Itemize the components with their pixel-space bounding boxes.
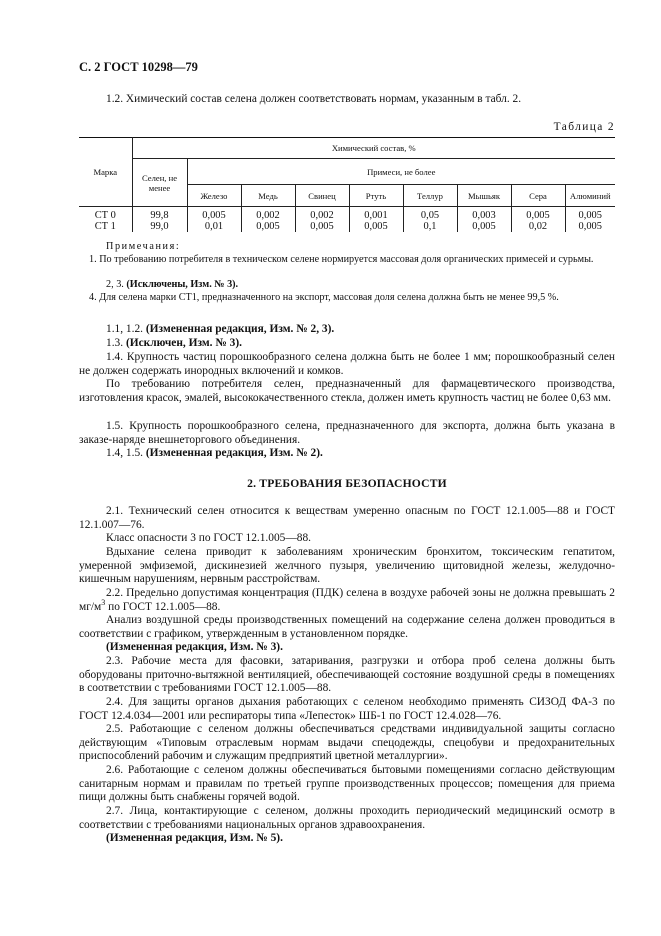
paragraph-2-1: 2.1. Технический селен относится к веществам умеренно опасным по ГОСТ 12.1.005—88 и ГОСТ 12.1.007—76. [79,505,615,531]
clause-number: 1.1, 1.2. [106,323,144,335]
paragraph-1-4-1-5 [79,447,615,461]
paragraph-2-6: 2.6. Работающие с селеном должны обеспечиваться бытовыми помещениями согласно действующим санитарным нормам и правилам по третьей группе производственных процессов; помещения для приема пищи должны быть снабжены горячей водой. [79,764,615,804]
cell-value: 0,005 [565,207,615,222]
note-4: 4. Для селена марки СТ1, предназначенного на экспорт, массовая доля селена должна быть не менее 99,5 %. [89,292,559,303]
cell-selenium: 99,0 [132,221,187,232]
cell-value: 0,003 [457,207,511,222]
intro-paragraph: 1.2. Химический состав селена должен соответствовать нормам, указанным в табл. 2. [106,93,522,105]
paragraph-1-1-1-2 [79,323,615,337]
page-header: С. 2 ГОСТ 10298—79 [79,60,198,74]
cell-value: 0,002 [241,207,295,222]
note-2-3-number: 2, 3. [106,279,124,290]
cell-value: 0,001 [349,207,403,222]
col-mark-header: Марка [79,138,132,207]
cell-value: 0,1 [403,221,457,232]
revision-note: (Измененная редакция, Изм. № 2, 3). [145,323,335,335]
note-2-3 [79,279,615,291]
col-mercury-header: Ртуть [349,185,403,207]
revision-note-2-2: (Измененная редакция, Изм. № 3). [106,641,283,653]
chemical-composition-header: Химический состав, % [132,138,615,159]
revision-note: (Исключен, Изм. № 3). [125,337,242,349]
cell-mark: СТ 1 [94,221,116,232]
paragraph-2-5: 2.5. Работающие с селеном должны обеспечиваться средствами индивидуальной защиты согласно действующим «Типовым отраслевым нормам выдачи спецодежды, спецобуви и предохранительных приспособлений рабочим и служащим предприятий цветной металлургии». [79,723,615,763]
cell-selenium: 99,8 [132,207,187,222]
cell-value: 0,005 [295,221,349,232]
paragraph-2-2-tail: по ГОСТ 12.1.005—88. [105,600,221,613]
cell-value: 0,01 [187,221,241,232]
col-iron-header: Железо [187,185,241,207]
paragraph-2-2-text: 2.2. Предельно допустимая концентрация (ПДК) селена в воздухе рабочей зоны не должна превышать 2 мг/м [79,587,615,613]
clause-number: 1.3. [106,337,124,349]
cell-value: 0,005 [511,207,565,222]
col-selenium-header: Селен, не менее [132,159,187,207]
note-2-3-status: (Исключены, Изм. № 3). [126,279,239,290]
table-row [79,207,615,222]
cell-mark: СТ 0 [94,210,116,221]
col-tellurium-header: Теллур [403,185,457,207]
col-aluminum-header: Алюминий [565,185,615,207]
superscript: 3 [101,597,106,607]
paragraph-2-2-analysis: Анализ воздушной среды производственных помещений на содержание селена должен проводиться в соответствии с графиком, утвержденным в установленном порядке. [79,614,615,640]
cell-value: 0,002 [295,207,349,222]
composition-table [79,137,615,232]
col-copper-header: Медь [241,185,295,207]
notes-title: Примечания: [106,241,181,252]
paragraph-1-5: 1.5. Крупность порошкообразного селена, предназначенного для экспорта, должна быть указана в заказе-наряде внешнеторгового объединения. [79,420,615,446]
paragraph-2-4: 2.4. Для защиты органов дыхания работающих с селеном необходимо применять СИЗОД ФА-3 по ГОСТ 12.4.034—2001 или респираторы типа «Лепесток» ШБ-1 по ГОСТ 12.4.028—76. [79,696,615,722]
revision-note-2-7: (Измененная редакция, Изм. № 5). [106,832,283,844]
paragraph-1-4-extra: По требованию потребителя селен, предназначенный для фармацевтического производства, изготовления красок, эмалей, высококачественного стекла, должен иметь крупность частиц не более 0,63 мм. [79,378,615,404]
paragraph-1-3 [79,337,615,351]
col-sulfur-header: Сера [511,185,565,207]
table-row [79,221,615,232]
table-caption: Таблица 2 [553,121,615,133]
cell-value: 0,05 [403,207,457,222]
paragraph-2-3: 2.3. Рабочие места для фасовки, затаривания, разгрузки и отбора проб селена должны быть оборудованы приточно-вытяжной вентиляцией, обеспечивающей состояние воздушной среды в помещениях в соответствии с требованиями ГОСТ 12.1.005—88. [79,655,615,695]
col-lead-header: Свинец [295,185,349,207]
clause-number: 1.4, 1.5. [106,447,144,459]
paragraph-2-1-effects: Вдыхание селена приводит к заболеваниям хроническим бронхитом, токсическим гепатитом, умеренной эмфиземой, дискинезией желчного пузыря, увеличению щитовидной железы, желудочно-кишечным нарушениям, нервным расстройствам. [79,546,615,586]
cell-value: 0,005 [349,221,403,232]
impurities-header: Примеси, не более [187,159,615,185]
note-1: 1. По требованию потребителя в техническом селене нормируется массовая доля органических примесей и сурьмы. [89,254,594,265]
section-2-title: 2. ТРЕБОВАНИЯ БЕЗОПАСНОСТИ [247,477,447,490]
cell-value: 0,005 [565,221,615,232]
col-arsenic-header: Мышьяк [457,185,511,207]
revision-note: (Измененная редакция, Изм. № 2). [145,447,323,459]
paragraph-1-4: 1.4. Крупность частиц порошкообразного селена должна быть не более 1 мм; порошкообразный селен не должен содержать инородных включений и комков. [79,351,615,377]
cell-value: 0,02 [511,221,565,232]
cell-value: 0,005 [241,221,295,232]
cell-value: 0,005 [457,221,511,232]
paragraph-2-7: 2.7. Лица, контактирующие с селеном, должны проходить периодический медицинский осмотр в соответствии с требованиями национальных органов здравоохранения. [79,805,615,831]
paragraph-2-1-class: Класс опасности 3 по ГОСТ 12.1.005—88. [106,532,311,544]
cell-value: 0,005 [187,207,241,222]
paragraph-2-2 [79,587,615,614]
